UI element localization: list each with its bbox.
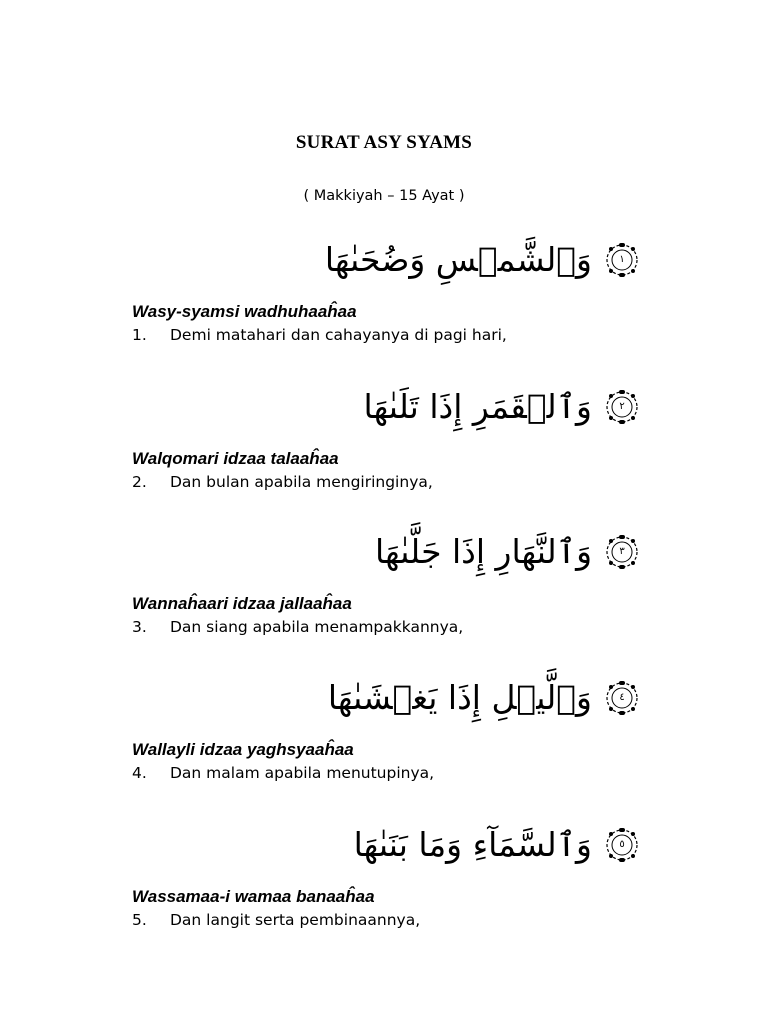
arabic-verse-text: وَٱلَّيۡلِ إِذَا يَغۡشَىٰهَا	[327, 678, 592, 717]
transliteration: Wassamaa-i wamaa banaaĥaa	[132, 887, 375, 906]
arabic-line	[364, 377, 640, 437]
translation-text: Dan bulan apabila mengiringinya,	[170, 473, 433, 491]
translation	[132, 764, 692, 782]
verse-5	[0, 815, 768, 955]
verse-number: 1.	[132, 326, 147, 344]
translation	[132, 911, 692, 929]
verse-number: 4.	[132, 764, 147, 782]
arabic-verse-text: وَٱلنَّهَارِ إِذَا جَلَّىٰهَا	[374, 532, 592, 571]
ayah-end-marker-icon	[604, 242, 640, 278]
translation	[132, 326, 692, 344]
ayah-end-marker-icon	[604, 534, 640, 570]
verse-3	[0, 522, 768, 662]
verse-number: 3.	[132, 618, 147, 636]
arabic-line	[328, 668, 640, 728]
ayah-number: ٤	[619, 692, 625, 703]
translation-text: Dan siang apabila menampakkannya,	[170, 618, 464, 636]
translation	[132, 618, 692, 636]
transliteration: Wasy-syamsi wadhuhaaĥaa	[132, 302, 357, 321]
ayah-number: ٥	[619, 839, 625, 850]
page-title: SURAT ASY SYAMS	[295, 132, 473, 153]
verse-1	[0, 230, 768, 370]
verse-number: 5.	[132, 911, 147, 929]
arabic-line	[354, 815, 640, 875]
transliteration: Walqomari idzaa talaaĥaa	[132, 449, 339, 468]
ayah-end-marker-icon	[604, 827, 640, 863]
ayah-number: ٣	[619, 546, 625, 557]
verse-4	[0, 668, 768, 808]
verse-2	[0, 377, 768, 517]
page-subtitle: ( Makkiyah – 15 Ayat )	[303, 188, 465, 204]
arabic-verse-text: وَٱلۡقَمَرِ إِذَا تَلَىٰهَا	[363, 387, 592, 426]
arabic-verse-text: وَٱلسَّمَآءِ وَمَا بَنَىٰهَا	[353, 825, 592, 864]
translation-text: Demi matahari dan cahayanya di pagi hari,	[170, 326, 507, 344]
translation	[132, 473, 692, 491]
translation-text: Dan malam apabila menutupinya,	[170, 764, 435, 782]
arabic-verse-text: وَٱلشَّمۡسِ وَضُحَىٰهَا	[324, 240, 592, 279]
ayah-number: ٢	[619, 401, 625, 412]
arabic-line	[375, 522, 640, 582]
arabic-line	[325, 230, 640, 290]
ayah-end-marker-icon	[604, 389, 640, 425]
verse-number: 2.	[132, 473, 147, 491]
ayah-end-marker-icon	[604, 680, 640, 716]
ayah-number: ١	[619, 254, 625, 265]
translation-text: Dan langit serta pembinaannya,	[170, 911, 421, 929]
transliteration: Wallayli idzaa yaghsyaaĥaa	[132, 740, 354, 759]
transliteration: Wannaĥaari idzaa jallaaĥaa	[132, 594, 352, 613]
